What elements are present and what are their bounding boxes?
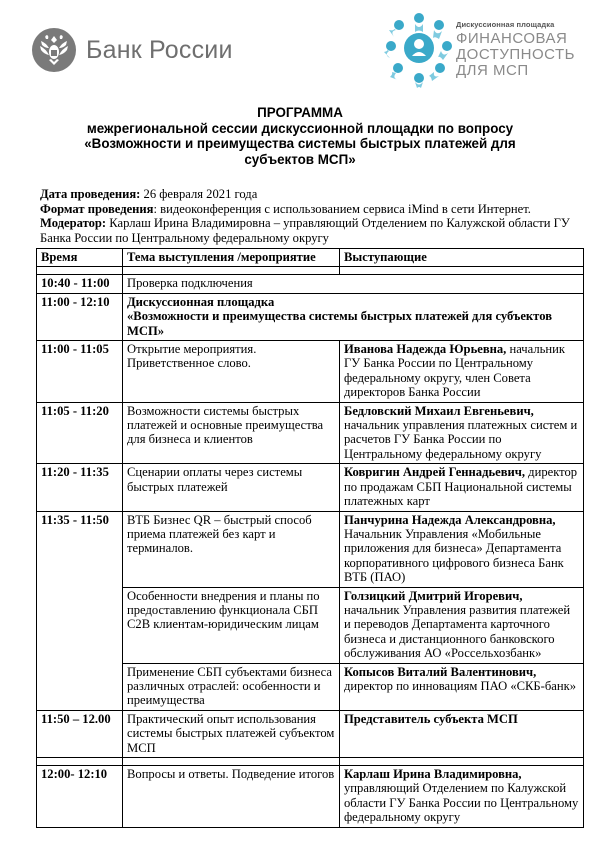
- row-time: 12:00- 12:10: [37, 766, 123, 828]
- speaker-role: управляющий Отделением по Калужской области ГУ Банка России по Центральному федеральному округу: [344, 781, 579, 825]
- table-header-row: [37, 249, 584, 267]
- event-date: [40, 187, 570, 202]
- fd-logo-caption: Дискуссионная площадка: [456, 19, 555, 29]
- row-time: 11:00 - 11:05: [37, 341, 123, 403]
- row-topic: Сценарии оплаты через системы быстрых платежей: [123, 464, 340, 511]
- speaker-name: Панчурина Надежда Александровна,: [344, 512, 556, 527]
- table-spacer-row: [37, 267, 584, 275]
- speaker-role: Начальник Управления «Мобильные приложения для бизнеса» Департамента корпоративного цифрового бизнеса Банк ВТБ (ПАО): [344, 526, 564, 585]
- row-speaker: [340, 766, 584, 828]
- table-spacer-row: [37, 758, 584, 766]
- row-speaker: [340, 710, 584, 757]
- row-time: 11:20 - 11:35: [37, 464, 123, 511]
- discussion-title: Дискуссионная площадка: [127, 294, 275, 309]
- header-time: Время: [37, 249, 123, 267]
- event-format: [40, 202, 570, 217]
- table-row: [37, 402, 584, 464]
- row-topic: Возможности системы быстрых платежей и основные преимущества для бизнеса и клиентов: [123, 402, 340, 464]
- table-row: [37, 464, 584, 511]
- event-meta: [40, 187, 570, 245]
- speaker-role: директор по продажам СБП Национальной системы платежных карт: [344, 465, 578, 509]
- table-row: [37, 275, 584, 293]
- row-time: 11:35 - 11:50: [37, 511, 123, 710]
- table-row: [37, 511, 584, 587]
- speaker-role: начальник Управления развития платежей и переводов Департамента карточного бизнеса и дистанционного банковского обслуживания АО «Россельхозбанк»: [344, 602, 571, 661]
- row-speaker: [340, 587, 584, 663]
- row-speaker: [340, 511, 584, 587]
- row-topic: Вопросы и ответы. Подведение итогов: [123, 766, 340, 828]
- row-topic: Проверка подключения: [123, 275, 584, 293]
- speaker-role: начальник управления платежных систем и расчетов ГУ Банка России по Центральному федеральному округу: [344, 418, 578, 461]
- financial-accessibility-logo: [384, 10, 575, 88]
- table-row: [37, 710, 584, 757]
- table-row: [37, 766, 584, 828]
- row-topic: Практический опыт использования системы быстрых платежей субъектом МСП: [123, 710, 340, 757]
- row-speaker: [340, 341, 584, 403]
- row-time: 11:00 - 12:10: [37, 293, 123, 340]
- speaker-name: Бедловский Михаил Евгеньевич,: [344, 403, 534, 418]
- speaker-name: Голзицкий Дмитрий Игоревич,: [344, 588, 523, 603]
- title-line-1: ПРОГРАММА: [257, 105, 343, 120]
- title-line-3: «Возможности и преимущества системы быстрых платежей для: [84, 136, 516, 151]
- row-time: 10:40 - 11:00: [37, 275, 123, 293]
- table-row: [37, 341, 584, 403]
- format-value: : видеоконференция с использованием сервиса iMind в сети Интернет.: [153, 201, 531, 216]
- speaker-name: Иванова Надежда Юрьевна,: [344, 342, 507, 357]
- fd-logo-line-3: ДЛЯ МСП: [456, 61, 529, 79]
- row-speaker: [340, 402, 584, 464]
- bank-name: Банк России: [86, 35, 233, 64]
- title-line-2: межрегиональной сессии дискуссионной площадки по вопросу: [86, 120, 514, 136]
- program-title: [40, 105, 560, 167]
- row-topic: [123, 293, 584, 340]
- header-topic: Тема выступления /мероприятие: [123, 249, 340, 267]
- speaker-name: Копысов Виталий Валентинович,: [344, 664, 537, 679]
- speaker-name: Представитель субъекта МСП: [344, 711, 518, 726]
- page-header: [0, 0, 600, 100]
- format-label: Формат проведения: [40, 201, 154, 216]
- moderator-value: Карлаш Ирина Владимировна – управляющий Отделением по Калужской области ГУ Банка России по Центральному федеральному округу: [40, 216, 570, 245]
- title-line-4: субъектов МСП»: [244, 151, 356, 167]
- speaker-name: Ковригин Андрей Геннадьевич,: [344, 465, 526, 480]
- row-time: 11:05 - 11:20: [37, 402, 123, 464]
- row-topic: ВТБ Бизнес QR – быстрый способ приема платежей без карт и терминалов.: [123, 511, 340, 587]
- moderator-label: Модератор:: [40, 216, 107, 230]
- people-circle-emblem-icon: [384, 10, 454, 88]
- row-topic: Открытие мероприятия. Приветственное слово.: [123, 341, 340, 403]
- row-speaker: [340, 464, 584, 511]
- event-moderator: [40, 216, 570, 245]
- discussion-subtitle: «Возможности и преимущества системы быстрых платежей для субъектов МСП»: [127, 309, 552, 338]
- double-headed-eagle-icon: [31, 27, 77, 73]
- fd-logo-line-1: ФИНАНСОВАЯ: [456, 29, 568, 47]
- table-row: [37, 293, 584, 340]
- row-time: 11:50 – 12.00: [37, 710, 123, 757]
- speaker-role: начальник ГУ Банка России по Центральному федеральному округу, член Совета директоров Банка России: [344, 342, 565, 400]
- row-topic: Применение СБП субъектами бизнеса различных отраслей: особенности и преимущества: [123, 663, 340, 710]
- fd-logo-line-2: ДОСТУПНОСТЬ: [456, 45, 575, 63]
- fd-logo-text: [456, 20, 575, 79]
- speaker-name: Карлаш Ирина Владимировна,: [344, 767, 522, 781]
- bank-of-russia-logo: [31, 27, 233, 73]
- row-speaker: [340, 663, 584, 710]
- speaker-role: директор по инновациям ПАО «СКБ-банк»: [344, 678, 577, 693]
- program-table: [36, 248, 584, 828]
- date-value: 26 февраля 2021 года: [140, 187, 258, 201]
- date-label: Дата проведения:: [40, 187, 141, 201]
- row-topic: Особенности внедрения и планы по предоставлению функционала СБП C2B клиентам-юридическим лицам: [123, 587, 340, 663]
- header-speakers: Выступающие: [340, 249, 584, 267]
